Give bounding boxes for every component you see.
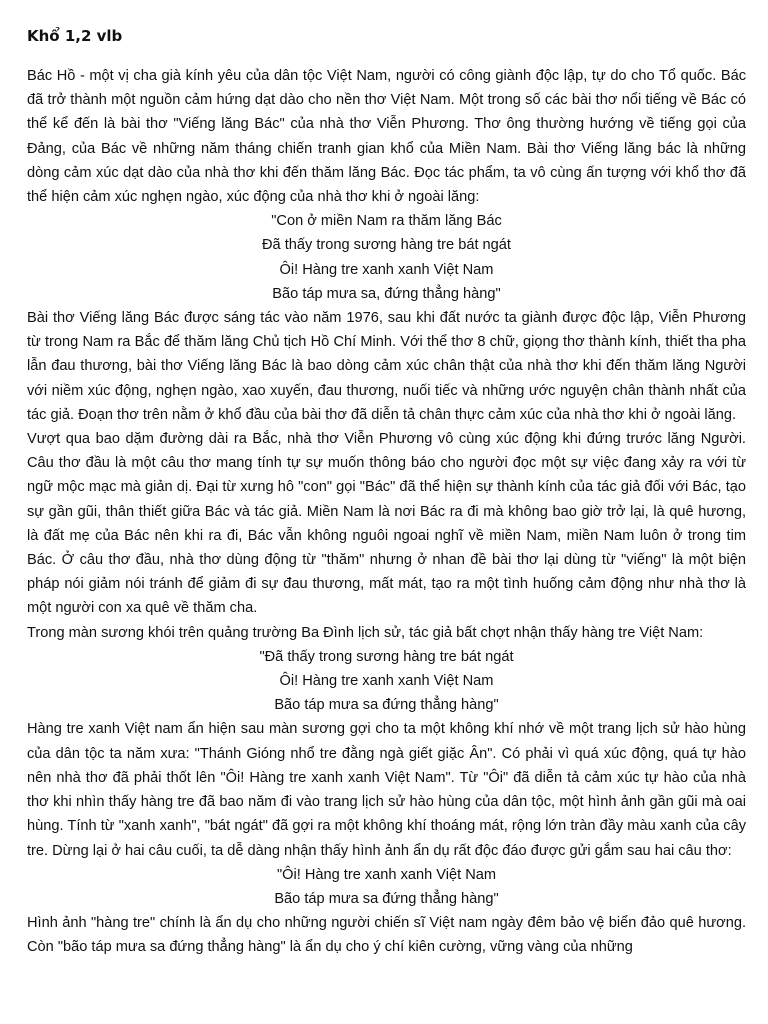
poem-line: "Ôi! Hàng tre xanh xanh Việt Nam — [276, 866, 497, 883]
document-heading: Khổ 1,2 vlb — [27, 27, 123, 45]
document-page — [27, 24, 746, 960]
poem-line: Bão táp mưa sa, đứng thẳng hàng" — [272, 285, 501, 302]
paragraph-transition: Trong màn sương khói trên quảng trường Ba Đình lịch sử, tác giả bất chợt nhận thấy hàng tre Việt Nam: — [27, 624, 704, 641]
paragraph-context: Bài thơ Viếng lăng Bác được sáng tác vào năm 1976, sau khi đất nước ta giành được độc lập, Viễn Phương từ trong Nam ra Bắc để thăm lăng Chủ tịch Hồ Chí Minh. Với thể thơ 8 chữ, giọng thơ thành kính, thiết tha pha lẫn đau thương, bài thơ Viếng lăng Bác là bao dòng cảm xúc chân thật của nhà thơ khi đến thăm lăng Người với niềm xúc động, nghẹn ngào, xao xuyến, đau thương, nuối tiếc và những ước nguyện chân thành nhất của tác giả. Đoạn thơ trên nằm ở khổ đầu của bài thơ đã diễn tả chân thực cảm xúc của nhà thơ khi ở ngoài lăng. — [27, 310, 746, 423]
poem-line: Ôi! Hàng tre xanh xanh Việt Nam — [279, 673, 494, 690]
paragraph-analysis-bamboo: Hàng tre xanh Việt nam ẩn hiện sau màn sương gợi cho ta một không khí nhớ về một trang lịch sử hào hùng của dân tộc ta năm xưa: "Thánh Gióng nhổ tre đằng ngà giết giặc Ân". Có phải vì quá xúc động, quá tự hào nên nhà thơ đã phải thốt lên "Ôi! Hàng tre xanh xanh Việt Nam". Từ "Ôi" đã diễn tả cảm xúc tự hào của nhà thơ khi nhìn thấy hàng tre đã bao năm đi vào trang lịch sử hào hùng của dân tộc, một hình ảnh gần gũi mà oai hùng. Tính từ "xanh xanh", "bát ngát" đã gợi ra một không khí thoáng mát, rộng lớn tràn đầy màu xanh của cây tre. Dừng lại ở hai câu cuối, ta dễ dàng nhận thấy hình ảnh ẩn dụ rất độc đáo được gửi gắm sau hai câu thơ: — [27, 721, 746, 859]
poem-quote-2 — [27, 645, 746, 718]
poem-line: "Đã thấy trong sương hàng tre bát ngát — [259, 648, 514, 665]
poem-line: Bão táp mưa sa đứng thẳng hàng" — [274, 890, 499, 907]
paragraph-metaphor: Hình ảnh "hàng tre" chính là ẩn dụ cho những người chiến sĩ Việt nam ngày đêm bảo vệ biển đảo quê hương. Còn "bão táp mưa sa đứng thẳng hàng" là ẩn dụ cho ý chí kiên cường, vững vàng của những — [27, 915, 746, 956]
poem-line: Đã thấy trong sương hàng tre bát ngát — [262, 237, 511, 254]
paragraph-intro: Bác Hồ - một vị cha già kính yêu của dân tộc Việt Nam, người có công giành độc lập, tự do cho Tổ quốc. Bác đã trở thành một nguồn cảm hứng dạt dào cho nền thơ Việt Nam. Một trong số các bài thơ nổi tiếng về Bác có thể kể đến là bài thơ "Viếng lăng Bác" của nhà thơ Viễn Phương. Thơ ông thường hướng về tiếng gọi của Đảng, của Bác về những năm tháng chiến tranh gian khổ của Miền Nam. Bài thơ Viếng lăng bác là những dòng cảm xúc dạt dào của nhà thơ khi đến thăm lăng Bác. Đọc tác phẩm, ta vô cùng ấn tượng với khổ thơ đã thể hiện cảm xúc nghẹn ngào, xúc động của nhà thơ khi ở ngoài lăng: — [27, 68, 746, 206]
paragraph-analysis-line-1: Vượt qua bao dặm đường dài ra Bắc, nhà thơ Viễn Phương vô cùng xúc động khi đứng trước lăng Người. Câu thơ đầu là một câu thơ mang tính tự sự muốn thông báo cho người đọc một sự việc đang xảy ra với từ ngữ mộc mạc mà giản dị. Đại từ xưng hô "con" gọi "Bác" đã thể hiện sự thành kính của tác giả đối với Bác, tạo sự gần gũi, thân thiết giữa Bác và tác giả. Miền Nam là nơi Bác ra đi mà không bao giờ trở lại, là quê hương, là đất mẹ của Bác nên khi ra đi, Bác vẫn không nguôi ngoai nghĩ về miền Nam, miền Nam luôn ở trong tim Bác. Ở câu thơ đầu, nhà thơ dùng động từ "thăm" nhưng ở nhan đề bài thơ lại dùng từ "viếng" là một biện pháp nói giảm nói tránh để giảm đi sự đau thương, mất mát, tạo ra một tình huống cảm động như nhà thơ là một người con xa quê về thăm cha. — [27, 431, 746, 617]
poem-quote-3 — [27, 863, 746, 911]
poem-line: "Con ở miền Nam ra thăm lăng Bác — [271, 213, 502, 230]
poem-line: Bão táp mưa sa đứng thẳng hàng" — [274, 697, 499, 714]
poem-quote-1 — [27, 209, 746, 306]
poem-line: Ôi! Hàng tre xanh xanh Việt Nam — [279, 261, 494, 278]
